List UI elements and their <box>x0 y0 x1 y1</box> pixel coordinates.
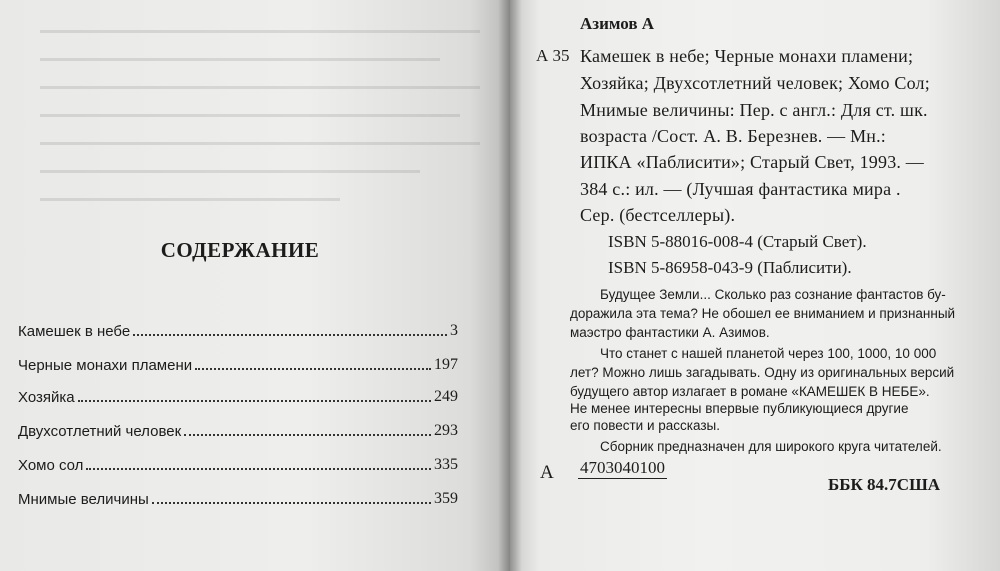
toc-entry-page: 3 <box>450 322 458 339</box>
toc-dot-leader <box>184 434 431 436</box>
toc-dot-leader <box>78 400 431 402</box>
show-through-line <box>40 198 340 201</box>
toc-entry-page: 359 <box>434 490 458 507</box>
toc-entry-title: Камешек в небе <box>18 323 131 340</box>
barcode-letter: А <box>540 462 554 483</box>
biblio-line: Мнимые величины: Пер. с англ.: Для ст. шк. <box>580 100 928 120</box>
toc-entry <box>18 452 458 474</box>
biblio-line: возраста /Сост. А. В. Березнев. — Мн.: <box>580 126 887 146</box>
toc-entry-title: Мнимые величины <box>18 491 149 508</box>
annotation-line: Не менее интересны впервые публикующиеся другие <box>570 401 909 416</box>
toc-entry-page: 335 <box>434 456 458 473</box>
toc-dot-leader <box>133 334 447 336</box>
annotation-line: лет? Можно лишь загадывать. Одну из оригинальных версий <box>570 365 955 380</box>
toc-entry-title: Двухсотлетний человек <box>18 423 182 440</box>
toc-entry <box>18 352 458 374</box>
show-through-line <box>40 114 460 117</box>
biblio-line: 384 с.: ил. — (Лучшая фантастика мира . <box>580 179 901 199</box>
toc-entry-title: Черные монахи пламени <box>18 357 193 374</box>
toc-heading: СОДЕРЖАНИЕ <box>160 238 320 262</box>
isbn-line: ISBN 5-88016-008-4 (Старый Свет). <box>608 232 867 251</box>
toc-entry-page: 249 <box>434 388 458 405</box>
annotation-line: будущего автор излагает в романе «КАМЕШЕК В НЕБЕ». <box>570 384 930 399</box>
show-through-line <box>40 170 420 173</box>
bbk-classification: ББК 84.7США <box>828 475 941 494</box>
show-through-line <box>40 30 480 33</box>
barcode-number: 4703040100 <box>580 458 665 477</box>
author-name: Азимов А <box>580 14 655 33</box>
toc-entry <box>18 486 458 508</box>
annotation-line: Сборник предназначен для широкого круга читателей. <box>600 439 942 454</box>
toc-entry-page: 293 <box>434 422 458 439</box>
annotation-line: Будущее Земли... Сколько раз сознание фантастов бу- <box>600 287 946 302</box>
annotation-line: его повести и рассказы. <box>570 418 720 433</box>
toc-entry-title: Хозяйка <box>18 389 75 406</box>
toc-dot-leader <box>86 468 431 470</box>
toc-entry <box>18 418 458 440</box>
toc-dot-leader <box>152 502 431 504</box>
toc-entry-page: 197 <box>434 356 458 373</box>
biblio-line: Хозяйка; Двухсотлетний человек; Хомо Сол; <box>580 73 930 93</box>
annotation-line: Что станет с нашей планетой через 100, 1000, 10 000 <box>600 346 937 361</box>
toc-dot-leader <box>195 368 431 370</box>
toc-entry-title: Хомо сол <box>18 457 84 474</box>
isbn-line: ISBN 5-86958-043-9 (Паблисити). <box>608 258 852 277</box>
toc-entry <box>18 318 458 340</box>
biblio-line: Сер. (бестселлеры). <box>580 205 736 225</box>
annotation-line: доражила эта тема? Не обошел ее вниманием и признанный <box>570 306 956 321</box>
annotation-line: маэстро фантастики А. Азимов. <box>570 325 770 340</box>
show-through-line <box>40 86 480 89</box>
biblio-line: ИПКА «Паблисити»; Старый Свет, 1993. — <box>580 152 925 172</box>
biblio-line: Камешек в небе; Черные монахи пламени; <box>580 46 914 66</box>
show-through-line <box>40 142 480 145</box>
toc-entry <box>18 384 458 406</box>
library-code: А 35 <box>536 46 570 65</box>
show-through-line <box>40 58 440 61</box>
book-spine-shadow <box>498 0 522 571</box>
